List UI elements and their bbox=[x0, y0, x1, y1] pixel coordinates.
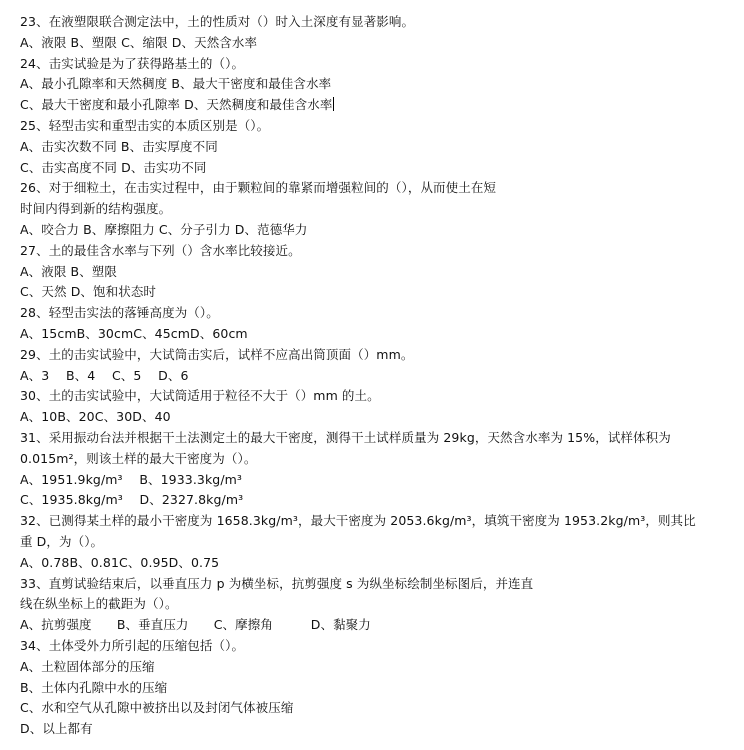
text-line: A、击实次数不同 B、击实厚度不同 bbox=[20, 138, 218, 154]
text-line: 26、对于细粒土，在击实过程中，由于颗粒间的靠紧而增强粒间的（），从而使土在短 bbox=[20, 180, 497, 196]
text-line: A、抗剪强度 B、垂直压力 C、摩擦角 D、黏聚力 bbox=[20, 617, 371, 633]
text-line: A、1951.9kg/m³ B、1933.3kg/m³ bbox=[20, 471, 243, 487]
text-line: B、土体内孔隙中水的压缩 bbox=[20, 679, 168, 695]
cut-off-line bbox=[20, 740, 736, 750]
text-line: 27、土的最佳含水率与下列（）含水率比较接近。 bbox=[20, 242, 301, 258]
text-line: A、咬合力 B、摩擦阻力 C、分子引力 D、范德华力 bbox=[20, 221, 308, 237]
text-line: C、击实高度不同 D、击实功不同 bbox=[20, 159, 207, 175]
text-line: D、以上都有 bbox=[20, 721, 93, 737]
text-line: A、液限 B、塑限 C、缩限 D、天然含水率 bbox=[20, 34, 258, 50]
text-line: A、液限 B、塑限 bbox=[20, 263, 118, 279]
text-cursor bbox=[333, 97, 334, 111]
text-line: 23、在液塑限联合测定法中，土的性质对（）时入土深度有显著影响。 bbox=[20, 14, 415, 29]
text-line: A、土粒固体部分的压缩 bbox=[20, 658, 155, 674]
text-line: A、3 B、4 C、5 D、6 bbox=[20, 367, 189, 383]
text-line: A、最小孔隙率和天然稠度 B、最大干密度和最佳含水率 bbox=[20, 76, 332, 92]
text-line: 29、土的击实试验中，大试筒击实后，试样不应高出筒顶面（）mm。 bbox=[20, 346, 414, 362]
text-line: C、天然 D、饱和状态时 bbox=[20, 284, 157, 300]
document-body bbox=[20, 12, 736, 750]
text-line: 32、已测得某土样的最小干密度为 1658.3kg/m³，最大干密度为 2053.6kg/m³，填筑干密度为 1953.2kg/m³，则其比 bbox=[20, 513, 696, 529]
text-line: 28、轻型击实法的落锤高度为（）。 bbox=[20, 305, 219, 321]
text-line: 重 D，为（）。 bbox=[20, 533, 104, 549]
text-line: 30、土的击实试验中，大试筒适用于粒径不大于（）mm 的土。 bbox=[20, 388, 380, 404]
text-line: 31、采用振动台法并根据干土法测定土的最大干密度，测得干土试样质量为 29kg，天然含水率为 15%，试样体积为 bbox=[20, 429, 671, 445]
text-line: A、0.78B、0.81C、0.95D、0.75 bbox=[20, 554, 220, 570]
text-line: 线在纵坐标上的截距为（）。 bbox=[20, 596, 178, 612]
text-line: A、10B、20C、30D、40 bbox=[20, 409, 171, 425]
text-line: 34、土体受外力所引起的压缩包括（）。 bbox=[20, 637, 245, 653]
text-line: A、15cmB、30cmC、45cmD、60cm bbox=[20, 325, 248, 341]
text-line: C、最大干密度和最小孔隙率 D、天然稠度和最佳含水率 bbox=[20, 97, 333, 113]
text-line: 0.015m²，则该土样的最大干密度为（）。 bbox=[20, 450, 257, 466]
text-line: 33、直剪试验结束后，以垂直压力 p 为横坐标，抗剪强度 s 为纵坐标绘制坐标图后，并连直 bbox=[20, 575, 534, 591]
text-line: 时间内得到新的结构强度。 bbox=[20, 201, 172, 217]
text-line: 25、轻型击实和重型击实的本质区别是（）。 bbox=[20, 117, 270, 133]
text-line: C、水和空气从孔隙中被挤出以及封闭气体被压缩 bbox=[20, 700, 294, 716]
text-line: 24、击实试验是为了获得路基土的（）。 bbox=[20, 55, 245, 71]
text-line: C、1935.8kg/m³ D、2327.8kg/m³ bbox=[20, 492, 244, 508]
